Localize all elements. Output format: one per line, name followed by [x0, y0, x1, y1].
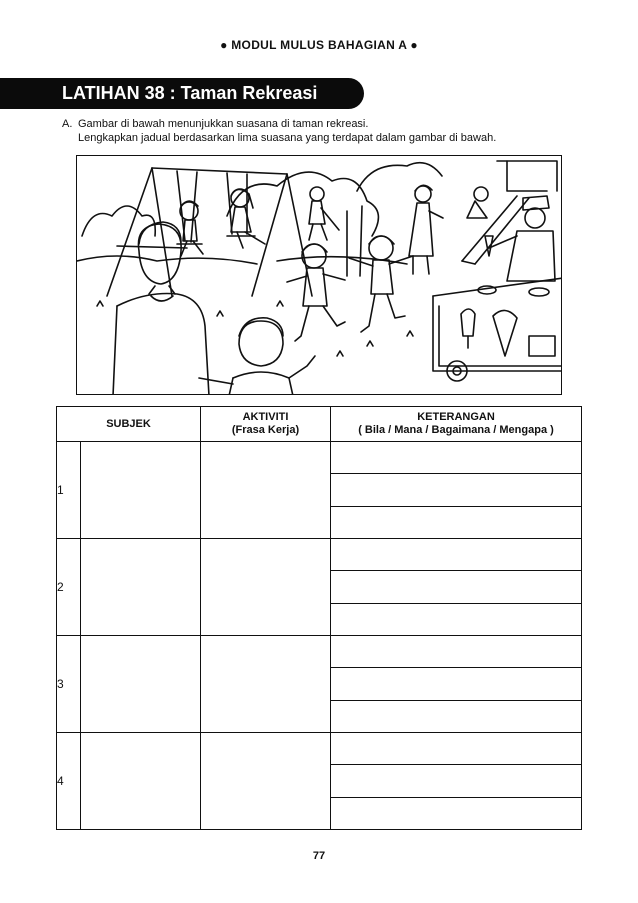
page-number: 77	[312, 850, 326, 862]
boy-running-2	[349, 236, 413, 332]
table-header-row	[57, 407, 582, 442]
keterangan-cell	[331, 733, 582, 830]
keterangan-line[interactable]	[331, 636, 581, 668]
header-keterangan	[331, 407, 582, 442]
table-row	[57, 733, 582, 830]
keterangan-line[interactable]	[331, 765, 581, 797]
ice-cream-cart	[433, 278, 562, 381]
girl-background	[309, 187, 339, 240]
subjek-cell[interactable]	[81, 442, 201, 539]
row-number: 1	[57, 442, 81, 539]
instruction-label: A.	[62, 118, 73, 130]
keterangan-line[interactable]	[331, 798, 581, 829]
exercise-title-bar	[0, 78, 364, 109]
table-row	[57, 539, 582, 636]
woman	[409, 185, 443, 274]
keterangan-line[interactable]	[331, 507, 581, 538]
aktiviti-cell[interactable]	[201, 539, 331, 636]
keterangan-cell	[331, 539, 582, 636]
keterangan-cell	[331, 442, 582, 539]
module-header: ● MODUL MULUS BAHAGIAN A ●	[220, 38, 418, 52]
subjek-cell[interactable]	[81, 733, 201, 830]
keterangan-line[interactable]	[331, 474, 581, 506]
park-illustration	[76, 155, 562, 395]
swing-set	[107, 168, 312, 296]
row-number: 3	[57, 636, 81, 733]
boy-foreground	[199, 318, 315, 395]
worksheet-table	[56, 406, 582, 830]
instructions	[62, 117, 602, 145]
aktiviti-cell[interactable]	[201, 636, 331, 733]
keterangan-line[interactable]	[331, 539, 581, 571]
aktiviti-cell[interactable]	[201, 733, 331, 830]
row-number: 2	[57, 539, 81, 636]
table-row	[57, 636, 582, 733]
header-keterangan-title: KETERANGAN	[417, 411, 495, 423]
keterangan-line[interactable]	[331, 733, 581, 765]
keterangan-line[interactable]	[331, 442, 581, 474]
keterangan-cell	[331, 636, 582, 733]
keterangan-line[interactable]	[331, 701, 581, 732]
header-aktiviti-subtitle: (Frasa Kerja)	[231, 424, 300, 436]
header-keterangan-subtitle: ( Bila / Mana / Bagaimana / Mengapa )	[358, 424, 554, 436]
keterangan-line[interactable]	[331, 571, 581, 603]
row-number: 4	[57, 733, 81, 830]
exercise-title: LATIHAN 38 : Taman Rekreasi	[62, 83, 318, 103]
keterangan-line[interactable]	[331, 604, 581, 635]
subjek-cell[interactable]	[81, 539, 201, 636]
header-aktiviti	[201, 407, 331, 442]
instruction-line-2: Lengkapkan jadual berdasarkan lima suasana yang terdapat dalam gambar di bawah.	[78, 132, 497, 144]
instruction-line-1: Gambar di bawah menunjukkan suasana di taman rekreasi.	[78, 118, 369, 130]
table-row	[57, 442, 582, 539]
keterangan-line[interactable]	[331, 668, 581, 700]
header-aktiviti-title: AKTIVITI	[242, 411, 289, 423]
subjek-cell[interactable]	[81, 636, 201, 733]
aktiviti-cell[interactable]	[201, 442, 331, 539]
header-subjek: SUBJEK	[57, 407, 201, 442]
